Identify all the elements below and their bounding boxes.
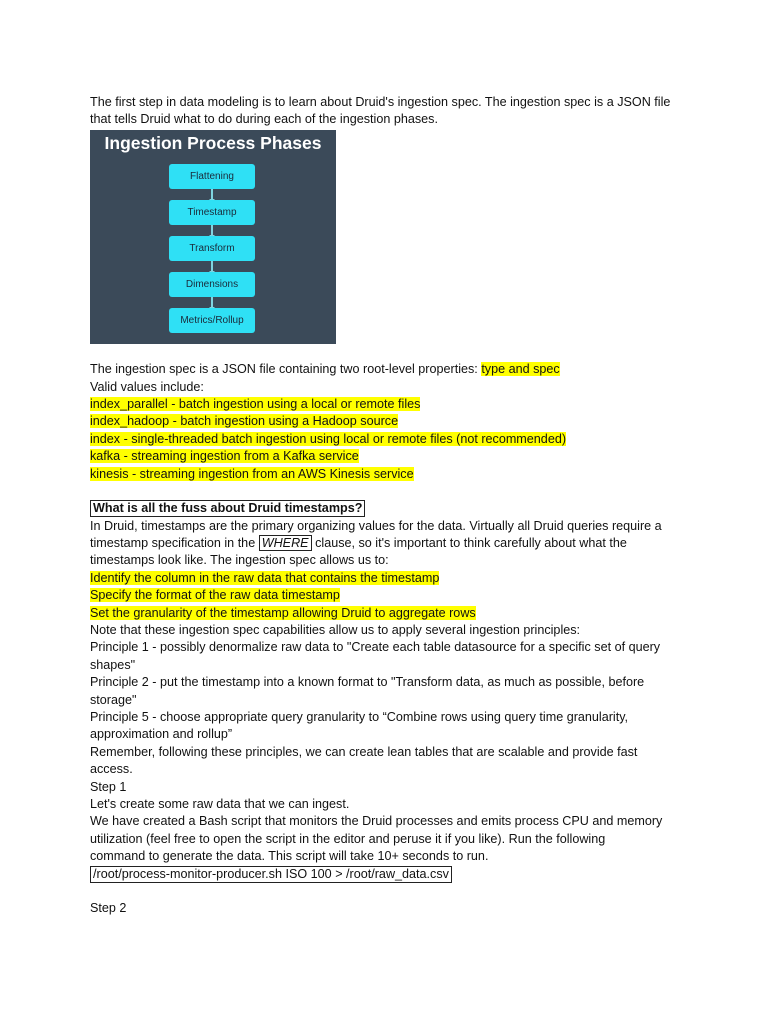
intro-line-1: The first step in data modeling is to learn about Druid's ingestion spec. The ingestion spec is a JSON file <box>90 95 671 109</box>
phase-dimensions: Dimensions <box>169 272 255 297</box>
ingestion-phases-diagram <box>90 130 336 344</box>
section-heading: What is all the fuss about Druid timestamps? <box>90 500 365 517</box>
principle-5-line: Principle 5 - choose appropriate query granularity to “Combine rows using query time granularity, <box>90 709 629 724</box>
step-1-line: We have created a Bash script that monitors the Druid processes and emits process CPU and memory <box>90 814 663 829</box>
step-2-label: Step 2 <box>90 901 127 916</box>
timestamps-paragraph-line: timestamps look like. The ingestion spec allows us to: <box>90 553 389 568</box>
text-span: timestamp specification in the <box>90 536 259 551</box>
valid-value-item: index - single-threaded batch ingestion using local or remote files (not recommended) <box>90 431 567 446</box>
document-page <box>90 94 690 918</box>
diagram-title: Ingestion Process Phases <box>104 132 322 153</box>
step-1-line: Let's create some raw data that we can ingest. <box>90 796 350 811</box>
timestamps-paragraph-line <box>90 535 690 552</box>
valid-value-item: kafka - streaming ingestion from a Kafka service <box>90 449 359 464</box>
phase-metrics-rollup: Metrics/Rollup <box>169 308 255 333</box>
phase-transform: Transform <box>169 236 255 261</box>
arrow-down-icon <box>211 261 213 272</box>
step-1-line: command to generate the data. This script will take 10+ seconds to run. <box>90 849 489 864</box>
arrow-down-icon <box>211 297 213 308</box>
ability-item: Set the granularity of the timestamp allowing Druid to aggregate rows <box>90 605 476 620</box>
step-1-line: utilization (feel free to open the script in the editor and peruse it if you like). Run the following <box>90 831 606 846</box>
valid-value-item: kinesis - streaming ingestion from an AWS Kinesis service <box>90 466 414 481</box>
intro-line-2: that tells Druid what to do during each of the ingestion phases. <box>90 112 438 127</box>
principle-1-line: Principle 1 - possibly denormalize raw data to "Create each table datasource for a specific set of query <box>90 640 661 655</box>
principle-2-line: storage" <box>90 692 137 707</box>
phase-timestamp: Timestamp <box>169 200 255 225</box>
spec-line-text: The ingestion spec is a JSON file containing two root-level properties: <box>90 362 482 377</box>
valid-values-label: Valid values include: <box>90 379 204 394</box>
phase-flattening: Flattening <box>169 164 255 189</box>
principle-1-line: shapes" <box>90 657 136 672</box>
command-box: /root/process-monitor-producer.sh ISO 100 > /root/raw_data.csv <box>90 866 452 883</box>
principle-5-line: approximation and rollup” <box>90 727 233 742</box>
remember-line: Remember, following these principles, we can create lean tables that are scalable and provide fast <box>90 744 638 759</box>
arrow-down-icon <box>211 225 213 236</box>
timestamps-paragraph-line: In Druid, timestamps are the primary organizing values for the data. Virtually all Druid queries require a <box>90 518 662 533</box>
spec-highlight: type and spec <box>481 362 560 377</box>
note-line: Note that these ingestion spec capabilities allow us to apply several ingestion principles: <box>90 623 581 638</box>
step-1-label: Step 1 <box>90 779 127 794</box>
ability-item: Identify the column in the raw data that contains the timestamp <box>90 570 440 585</box>
where-keyword: WHERE <box>259 535 312 551</box>
spec-root-properties <box>90 361 690 378</box>
principle-2-line: Principle 2 - put the timestamp into a known format to "Transform data, as much as possible, before <box>90 675 645 690</box>
remember-line: access. <box>90 762 133 777</box>
ability-item: Specify the format of the raw data timestamp <box>90 588 340 603</box>
valid-value-item: index_hadoop - batch ingestion using a Hadoop source <box>90 414 399 429</box>
arrow-down-icon <box>211 189 213 200</box>
text-span: clause, so it's important to think carefully about what the <box>311 536 627 551</box>
valid-value-item: index_parallel - batch ingestion using a local or remote files <box>90 396 421 411</box>
